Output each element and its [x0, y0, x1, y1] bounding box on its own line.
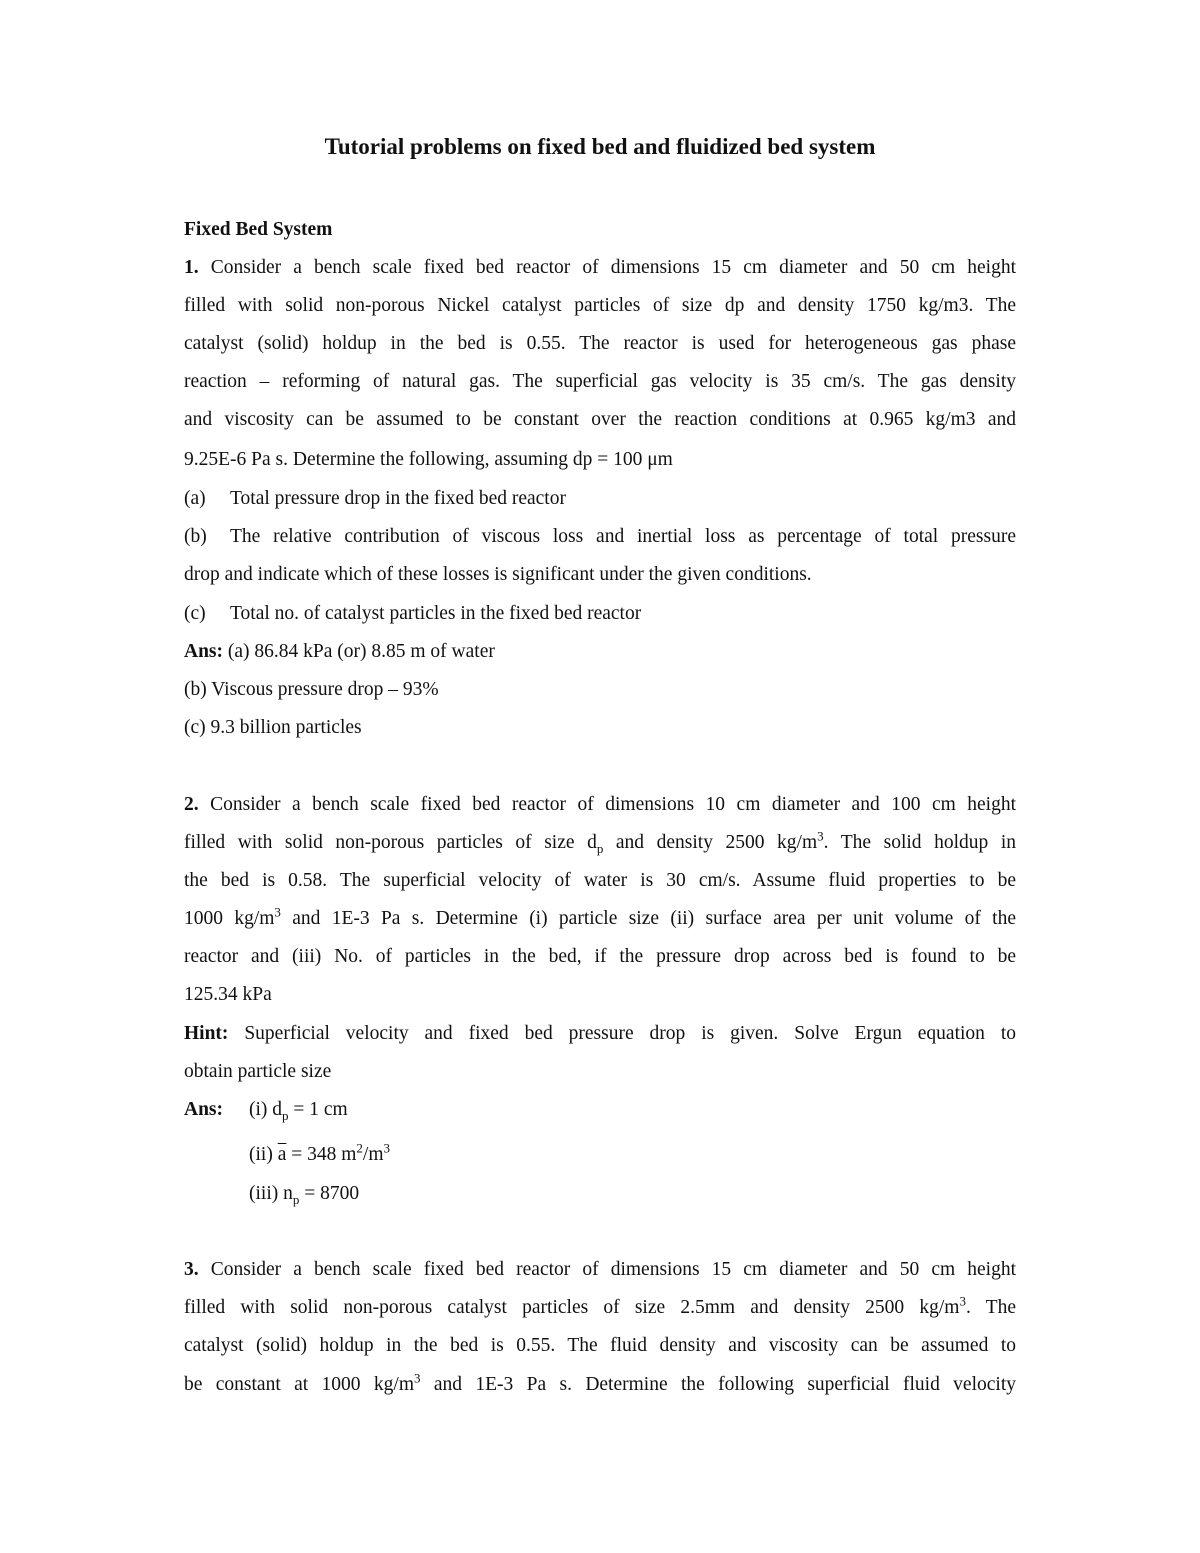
text-part: and 1E-3 Pa s. Determine (i) particle size (ii) surface area per unit volume of the — [280, 908, 1016, 929]
problem-2-line-2 — [184, 829, 1016, 857]
problem-3-line-3: catalyst (solid) holdup in the bed is 0.55. The fluid density and viscosity can be assumed to — [184, 1335, 1016, 1356]
hint-label: Hint: — [184, 1023, 229, 1044]
subscript: p — [292, 1191, 300, 1207]
subscript: p — [596, 840, 604, 856]
text-part: (ii) — [249, 1144, 278, 1165]
superscript: 2 — [356, 1140, 363, 1156]
problem-number: 3. — [184, 1259, 199, 1280]
section-heading: Fixed Bed System — [184, 219, 333, 240]
hint-line-1 — [184, 1020, 1016, 1048]
problem-3-line-4 — [184, 1371, 1016, 1399]
problem-1-line-6: 9.25E-6 Pa s. Determine the following, assuming dp = 100 μm — [184, 449, 673, 470]
answer-i — [184, 1096, 1016, 1124]
answer-a — [184, 638, 1016, 666]
problem-1-line-3: catalyst (solid) holdup in the bed is 0.55. The reactor is used for heterogeneous gas phase — [184, 333, 1016, 354]
problem-number: 1. — [184, 257, 199, 278]
item-text: Total no. of catalyst particles in the fixed bed reactor — [230, 603, 642, 624]
problem-number: 2. — [184, 794, 199, 815]
answer-label: Ans: — [184, 641, 224, 662]
problem-1-line-5: and viscosity can be assumed to be constant over the reaction conditions at 0.965 kg/m3 and — [184, 409, 1016, 430]
text-part: = 348 m — [286, 1144, 357, 1165]
answer-b: (b) Viscous pressure drop – 93% — [184, 679, 439, 700]
problem-text: Consider a bench scale fixed bed reactor of dimensions 10 cm diameter and 100 cm height — [210, 794, 1016, 815]
problem-2-line-4 — [184, 905, 1016, 933]
page-title: Tutorial problems on fixed bed and fluidized bed system — [324, 134, 876, 159]
problem-text: Consider a bench scale fixed bed reactor of dimensions 15 cm diameter and 50 cm height — [210, 1259, 1016, 1280]
superscript: 3 — [817, 828, 824, 844]
item-text: The relative contribution of viscous loss and inertial loss as percentage of total pressure — [230, 526, 1016, 547]
superscript: 3 — [414, 1370, 421, 1386]
text-part: = 8700 — [299, 1183, 360, 1204]
overbar-symbol: $\overline{a}$ — [277, 1144, 287, 1165]
item-a — [184, 485, 1016, 513]
item-c — [184, 600, 1016, 628]
text-part: be constant at 1000 kg/m — [184, 1374, 414, 1395]
problem-1-line-2: filled with solid non-porous Nickel catalyst particles of size dp and density 1750 kg/m3. The — [184, 295, 1016, 316]
item-label: (c) — [184, 603, 206, 624]
text-part: filled with solid non-porous particles of size d — [184, 832, 597, 853]
superscript: 3 — [274, 904, 281, 920]
text-part: and density 2500 kg/m — [603, 832, 818, 853]
problem-text: Consider a bench scale fixed bed reactor of dimensions 15 cm diameter and 50 cm height — [210, 257, 1016, 278]
text-part: = 1 cm — [288, 1099, 348, 1120]
answer-iii — [249, 1180, 1081, 1208]
problem-1-line-1 — [184, 254, 1016, 282]
hint-text: Superficial velocity and fixed bed pressure drop is given. Solve Ergun equation to — [228, 1023, 1016, 1044]
text-part: . The — [965, 1297, 1016, 1318]
answer-text: (a) 86.84 kPa (or) 8.85 m of water — [227, 641, 495, 662]
answer-c: (c) 9.3 billion particles — [184, 717, 362, 738]
text-part: /m — [362, 1144, 384, 1165]
problem-1-line-4: reaction – reforming of natural gas. The superficial gas velocity is 35 cm/s. The gas density — [184, 371, 1016, 392]
text-part: and 1E-3 Pa s. Determine the following superficial fluid velocity — [420, 1374, 1016, 1395]
item-text: Total pressure drop in the fixed bed reactor — [230, 488, 566, 509]
problem-2-line-3: the bed is 0.58. The superficial velocity of water is 30 cm/s. Assume fluid properties to be — [184, 870, 1016, 891]
superscript: 3 — [383, 1140, 390, 1156]
problem-3-line-1 — [184, 1256, 1016, 1284]
text-part: filled with solid non-porous catalyst particles of size 2.5mm and density 2500 kg/m — [184, 1297, 960, 1318]
answer-ii — [249, 1141, 1081, 1169]
problem-2-line-1 — [184, 791, 1016, 819]
item-label: (a) — [184, 488, 206, 509]
problem-2-line-6: 125.34 kPa — [184, 984, 272, 1005]
text-part: (i) d — [249, 1099, 283, 1120]
problem-2-line-5: reactor and (iii) No. of particles in the bed, if the pressure drop across bed is found to be — [184, 946, 1016, 967]
superscript: 3 — [959, 1293, 966, 1309]
item-b — [184, 523, 1016, 551]
item-b-continued: drop and indicate which of these losses is significant under the given conditions. — [184, 564, 812, 585]
hint-line-2: obtain particle size — [184, 1061, 332, 1082]
subscript: p — [282, 1107, 289, 1123]
text-part: (iii) n — [249, 1183, 293, 1204]
text-part: 1000 kg/m — [184, 908, 275, 929]
answer-label: Ans: — [184, 1099, 224, 1120]
problem-3-line-2 — [184, 1294, 1016, 1322]
text-part: . The solid holdup in — [823, 832, 1016, 853]
item-label: (b) — [184, 526, 207, 547]
